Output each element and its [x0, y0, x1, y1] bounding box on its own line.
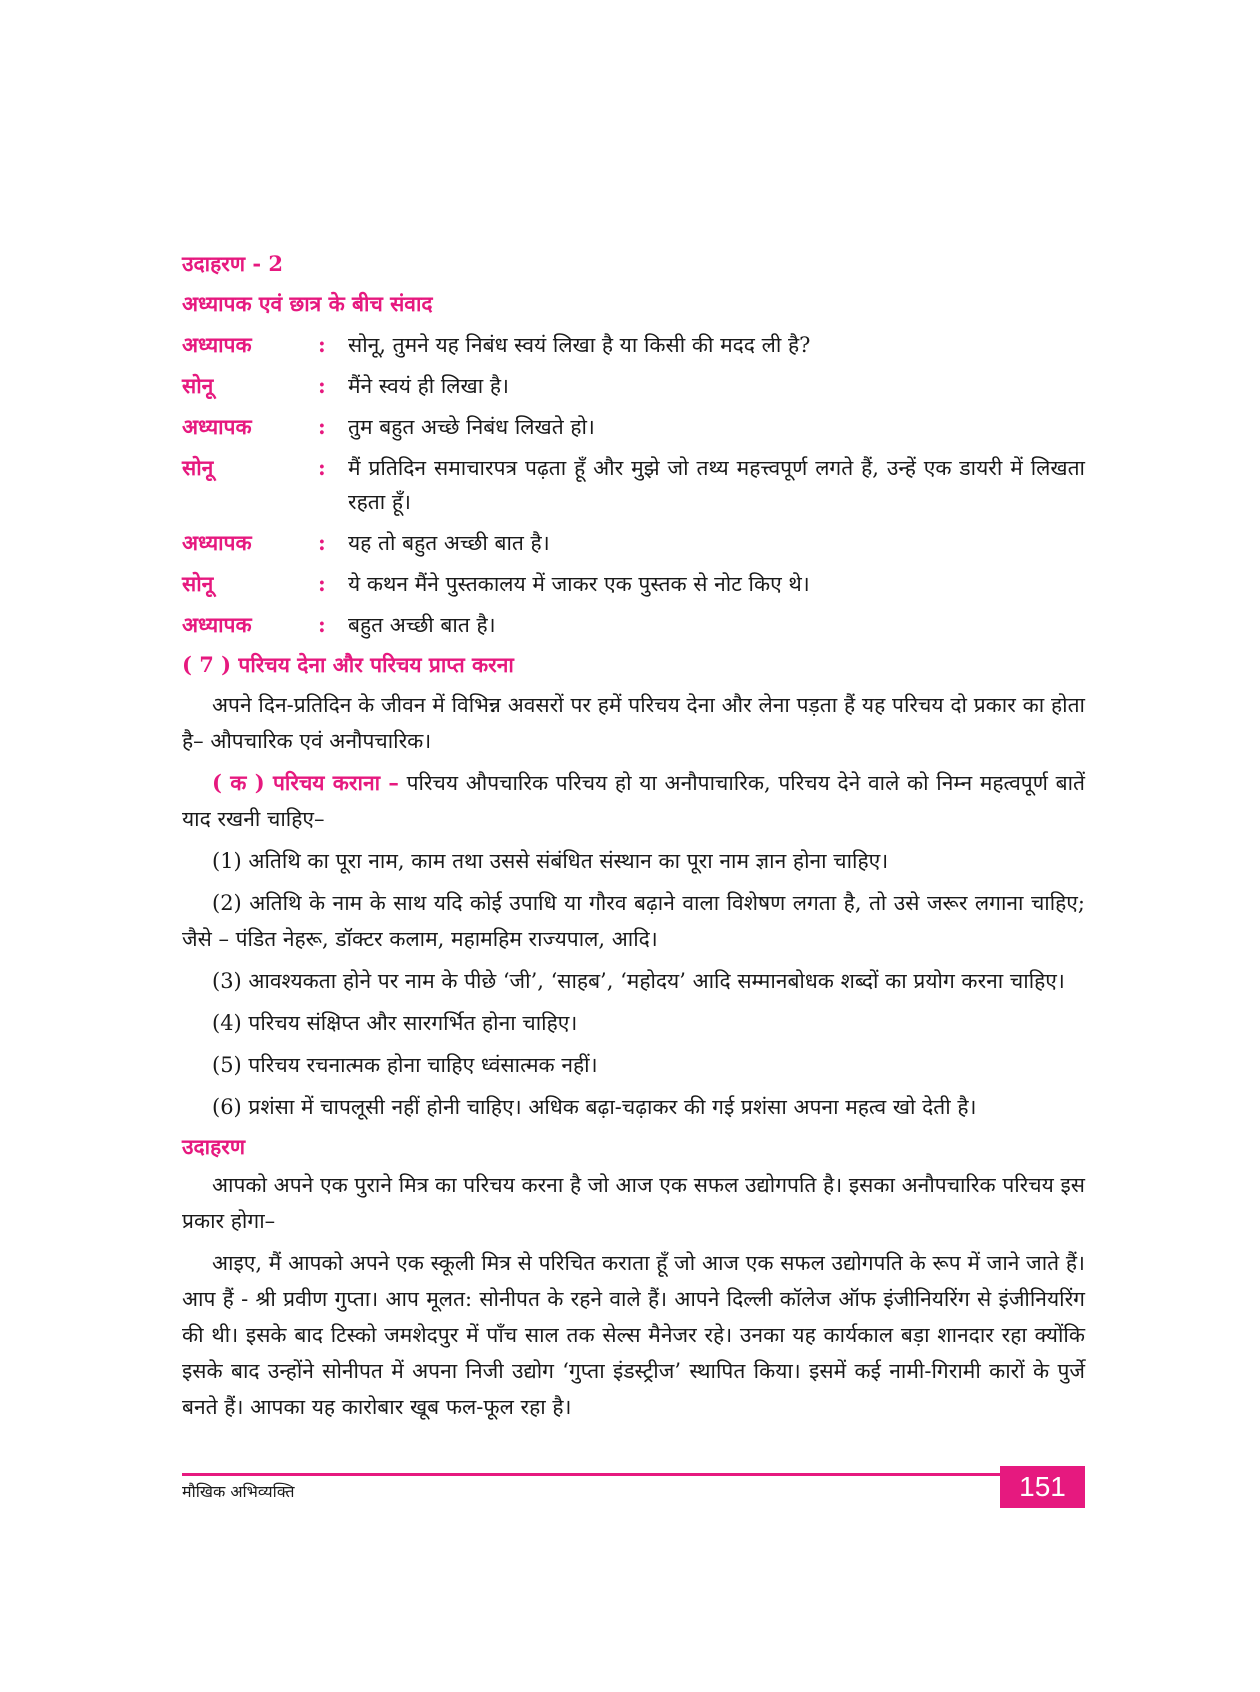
point-5: (5) परिचय रचनात्मक होना चाहिए ध्वंसात्मक नहीं। — [212, 1053, 598, 1077]
dialogue-text: मैंने स्वयं ही लिखा है। — [348, 374, 509, 398]
dialogue-text: ये कथन मैंने पुस्तकालय में जाकर एक पुस्तक से नोट किए थे। — [348, 572, 810, 596]
dialogue-speaker: अध्यापक — [182, 414, 252, 439]
point-4: (4) परिचय संक्षिप्त और सारगर्भित होना चाहिए। — [212, 1011, 578, 1035]
footer-chapter-title: मौखिक अभिव्यक्ति — [182, 1482, 295, 1501]
page-number: 151 — [1000, 1466, 1085, 1508]
dialogue-speaker: अध्यापक — [182, 612, 252, 637]
dialogue — [182, 328, 1085, 642]
dialogue-speaker: अध्यापक — [182, 530, 252, 555]
dialogue-text: बहुत अच्छी बात है। — [348, 613, 496, 637]
footer-divider — [182, 1473, 1000, 1476]
dialogue-row — [182, 451, 1085, 519]
dialogue-text: सोनू, तुमने यह निबंध स्वयं लिखा है या किसी की मदद ली है? — [348, 333, 811, 357]
dialogue-colon: : — [318, 414, 326, 439]
page-content — [182, 248, 1085, 1431]
dialogue-colon: : — [318, 455, 326, 480]
dialogue-row — [182, 526, 1085, 560]
sub-section-a — [182, 765, 1085, 837]
point-2: (2) अतिथि के नाम के साथ यदि कोई उपाधि या गौरव बढ़ाने वाला विशेषण लगता है, तो उसे जरूर लगाना चाहिए; जैसे – पंडित नेहरू, डॉक्टर कलाम, महामहिम राज्यपाल, आदि। — [182, 891, 1085, 951]
dialogue-colon: : — [318, 373, 326, 398]
dialogue-text: तुम बहुत अच्छे निबंध लिखते हो। — [348, 415, 595, 439]
dialogue-speaker: अध्यापक — [182, 332, 252, 357]
dialogue-title: अध्यापक एवं छात्र के बीच संवाद — [182, 291, 433, 316]
dialogue-row — [182, 608, 1085, 642]
dialogue-colon: : — [318, 612, 326, 637]
dialogue-row — [182, 567, 1085, 601]
section-7-intro: अपने दिन-प्रतिदिन के जीवन में विभिन्न अवसरों पर हमें परिचय देना और लेना पड़ता हैं यह परिचय दो प्रकार का होता है– औपचारिक एवं अनौपचारिक। — [182, 693, 1085, 753]
dialogue-speaker: सोनू — [182, 373, 214, 398]
example-para-1: आपको अपने एक पुराने मित्र का परिचय करना है जो आज एक सफल उद्योगपति है। इसका अनौपचारिक परिचय इस प्रकार होगा– — [182, 1173, 1085, 1233]
point-1: (1) अतिथि का पूरा नाम, काम तथा उससे संबंधित संस्थान का पूरा नाम ज्ञान होना चाहिए। — [212, 849, 889, 873]
point-3: (3) आवश्यकता होने पर नाम के पीछे ‘जी’, ‘साहब’, ‘महोदय’ आदि सम्मानबोधक शब्दों का प्रयोग करना चाहिए। — [212, 969, 1065, 993]
dialogue-colon: : — [318, 571, 326, 596]
point-6: (6) प्रशंसा में चापलूसी नहीं होनी चाहिए। अधिक बढ़ा-चढ़ाकर की गई प्रशंसा अपना महत्व खो देती है। — [212, 1095, 977, 1119]
dialogue-row — [182, 410, 1085, 444]
dialogue-row — [182, 328, 1085, 362]
example-para-2: आइए, मैं आपको अपने एक स्कूली मित्र से परिचित कराता हूँ जो आज एक सफल उद्योगपति के रूप में जाने जाते हैं। आप हैं - श्री प्रवीण गुप्ता। आप मूलत: सोनीपत के रहने वाले हैं। आपने दिल्ली कॉलेज ऑफ इंजीनियरिंग से इंजीनियरिंग की थी। इसके बाद टिस्को जमशेदपुर में पाँच साल तक सेल्स मैनेजर रहे। उनका यह कार्यकाल बड़ा शानदार रहा क्योंकि इसके बाद उन्होंने सोनीपत में अपना निजी उद्योग ‘गुप्ता इंडस्ट्रीज’ स्थापित किया। इसमें कई नामी-गिरामी कारों के पुर्जे बनते हैं। आपका यह कारोबार खूब फल-फूल रहा है। — [182, 1251, 1085, 1419]
example-label: उदाहरण — [182, 1134, 246, 1159]
example-2-label: उदाहरण - 2 — [182, 251, 283, 276]
dialogue-text: मैं प्रतिदिन समाचारपत्र पढ़ता हूँ और मुझे जो तथ्य महत्त्वपूर्ण लगते हैं, उन्हें एक डायरी में लिखता रहता हूँ। — [348, 456, 1085, 514]
section-7-title: ( 7 ) परिचय देना और परिचय प्राप्त करना — [182, 652, 514, 677]
dialogue-colon: : — [318, 530, 326, 555]
dialogue-speaker: सोनू — [182, 455, 214, 480]
dialogue-row — [182, 369, 1085, 403]
sub-section-a-text: परिचय औपचारिक परिचय हो या अनौपाचारिक, परिचय देने वाले को निम्न महत्वपूर्ण बातें याद रखनी चाहिए– — [182, 771, 1085, 831]
sub-section-a-label: ( क ) परिचय कराना – — [212, 770, 399, 795]
dialogue-speaker: सोनू — [182, 571, 214, 596]
dialogue-colon: : — [318, 332, 326, 357]
dialogue-text: यह तो बहुत अच्छी बात है। — [348, 531, 550, 555]
